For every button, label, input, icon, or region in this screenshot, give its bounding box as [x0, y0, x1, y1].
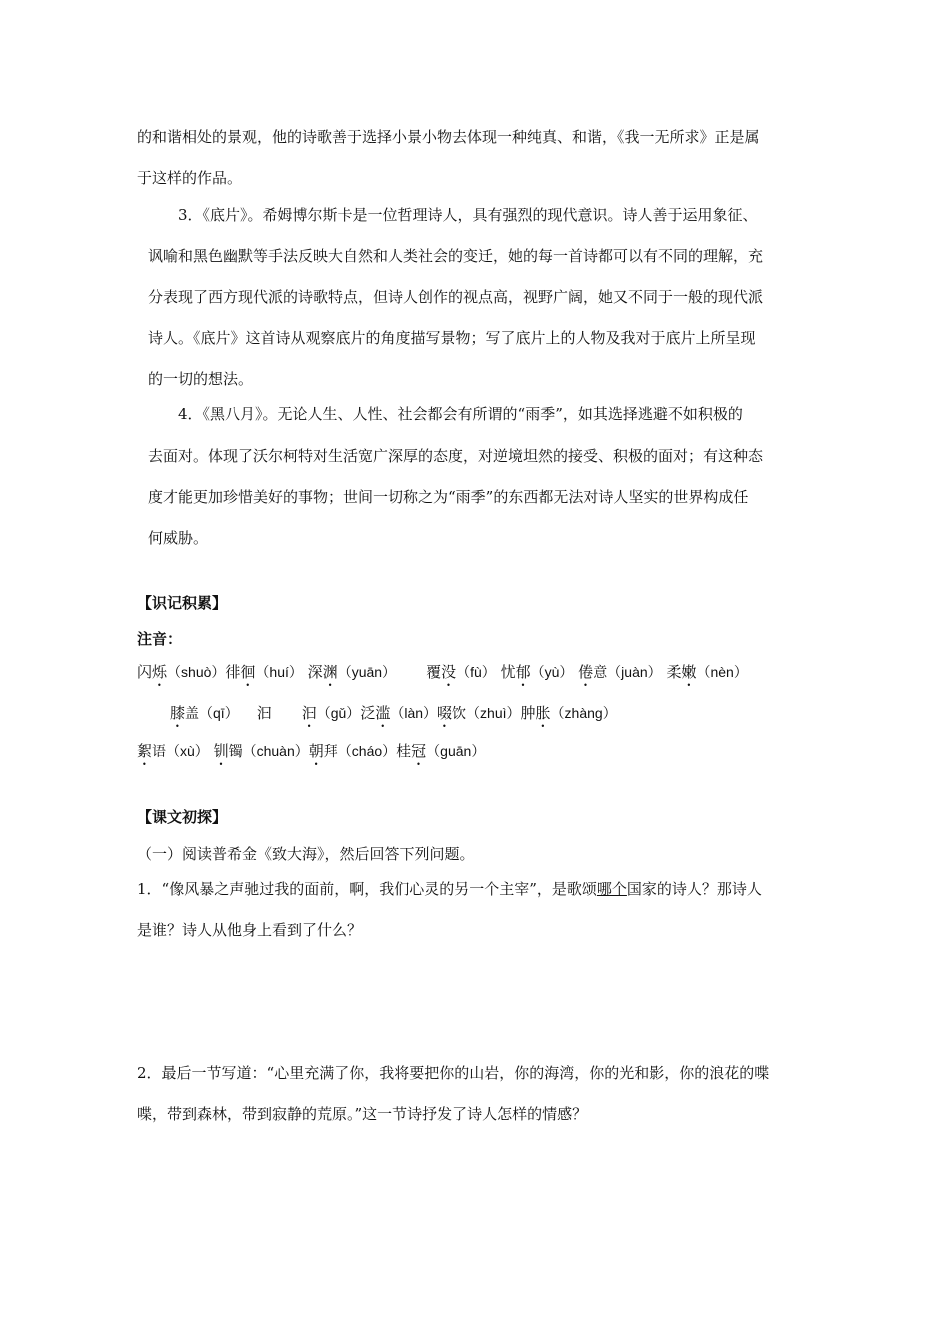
- pinyin-row-3: [137, 741, 485, 769]
- pinyin-entry: 闪烁（shuò）: [137, 663, 226, 681]
- part-heading: （一）阅读普希金《致大海》，然后回答下列问题。: [137, 845, 475, 863]
- pinyin-entry: 深渊（yuān）: [307, 663, 397, 681]
- question-2-line: 喋，带到森林，带到寂静的荒原。”这一节诗抒发了诗人怎样的情感？: [137, 1105, 588, 1123]
- item-3-line: 讽喻和黑色幽默等手法反映大自然和人类社会的变迁，她的每一首诗都可以有不同的理解，充: [148, 247, 764, 265]
- section-title-text-exploration: 【课文初探】: [137, 808, 228, 826]
- item-4-line: 4．《黑八月》。无论人生、人性、社会都会有所谓的“雨季”，如其选择逃避不如积极的: [178, 405, 743, 423]
- item-3-line: 3．《底片》。希姆博尔斯卡是一位哲理诗人，具有强烈的现代意识。诗人善于运用象征、: [178, 206, 758, 224]
- paragraph-line: 的和谐相处的景观，他的诗歌善于选择小景小物去体现一种纯真、和谐，《我一无所求》正是属: [137, 128, 760, 146]
- item-3-line: 分表现了西方现代派的诗歌特点，但诗人创作的视点高，视野广阔，她又不同于一般的现代派: [148, 288, 764, 306]
- pinyin-entry: 啜饮（zhuì）: [437, 704, 521, 722]
- question-1-line: 是谁？诗人从他身上看到了什么？: [137, 921, 363, 939]
- pinyin-entry: 肿胀（zhàng）: [520, 704, 617, 722]
- item-3-line: 的一切的想法。: [148, 370, 254, 388]
- item-4-line: 去面对。体现了沃尔柯特对生活宽广深厚的态度，对逆境坦然的接受、积极的面对；有这种态: [148, 447, 764, 465]
- pinyin-row-1: [137, 662, 748, 690]
- pinyin-entry: 朝拜（cháo）: [308, 742, 397, 760]
- pinyin-entry: 膝盖（qī）: [170, 704, 239, 722]
- question-1-line: 1．“像风暴之声驰过我的面前，啊，我们心灵的另一个主宰”，是歌颂哪个国家的诗人？那诗人: [137, 880, 762, 898]
- pinyin-entry: 汩: [256, 704, 272, 722]
- subheading-pronunciation: 注音：: [137, 630, 183, 648]
- question-2-line: 2．最后一节写道：“心里充满了你，我将要把你的山岩，你的海湾，你的光和影，你的浪花的喋: [137, 1064, 770, 1082]
- pinyin-entry: 柔嫩（nèn）: [666, 663, 748, 681]
- item-4-line: 度才能更加珍惜美好的事物；世间一切称之为“雨季”的东西都无法对诗人坚实的世界构成任: [148, 488, 749, 506]
- pinyin-entry: 忧郁（yù）: [500, 663, 574, 681]
- pinyin-entry: 倦意（juàn）: [578, 663, 662, 681]
- pinyin-entry: 覆没（fù）: [426, 663, 496, 681]
- pinyin-row-2: [170, 703, 617, 731]
- pinyin-entry: 桂冠（guān）: [396, 742, 486, 760]
- item-4-line: 何威胁。: [148, 529, 209, 547]
- pinyin-entry: 钏镯（chuàn）: [213, 742, 309, 760]
- pinyin-entry: 泛滥（làn）: [360, 704, 438, 722]
- section-title-memorize: 【识记积累】: [137, 594, 228, 612]
- paragraph-line: 于这样的作品。: [137, 169, 243, 187]
- pinyin-entry: 汩（gǔ）: [301, 704, 361, 722]
- pinyin-entry: 徘徊（huí）: [225, 663, 303, 681]
- pinyin-entry: 絮语（xù）: [137, 742, 209, 760]
- item-3-line: 诗人。《底片》这首诗从观察底片的角度描写景物；写了底片上的人物及我对于底片上所呈现: [148, 329, 756, 347]
